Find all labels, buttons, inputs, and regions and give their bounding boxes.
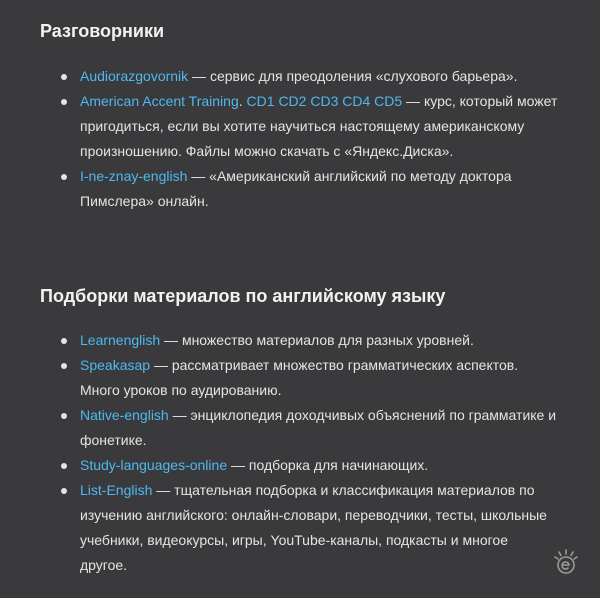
list-item xyxy=(58,453,558,478)
item-description: — тщательная подборка и классификация материалов по изучению английского: онлайн-словари, переводчики, тесты, школьные учебники, видеокурсы, игры, YouTube-каналы, подкасты и многое другое. xyxy=(80,482,547,573)
learnenglish-link[interactable]: Learnenglish xyxy=(80,332,161,348)
study-languages-online-link[interactable]: Study-languages-online xyxy=(80,457,228,473)
eye-logo-icon xyxy=(552,547,580,575)
audiorazgovornik-link[interactable]: Audiorazgovornik xyxy=(80,68,189,84)
item-description: — подборка для начинающих. xyxy=(227,457,429,473)
section-heading-phrasebooks: Разговорники xyxy=(40,21,165,41)
list-item xyxy=(58,89,558,164)
materials-list xyxy=(58,328,558,578)
cd5-link[interactable]: CD5 xyxy=(374,93,403,109)
cd1-link[interactable]: CD1 xyxy=(246,93,275,109)
list-english-link[interactable]: List-English xyxy=(80,482,153,498)
list-item xyxy=(58,328,558,353)
cd3-link[interactable]: CD3 xyxy=(310,93,339,109)
speakasap-link[interactable]: Speakasap xyxy=(80,357,151,373)
separator: . xyxy=(238,93,247,109)
i-ne-znay-english-link[interactable]: I-ne-znay-english xyxy=(80,168,188,184)
item-description: — курс, который может пригодиться, если вы хотите научиться настоящему американскому произношению. Файлы можно скачать с «Яндекс.Диска». xyxy=(80,93,558,159)
section-heading-materials: Подборки материалов по английскому языку xyxy=(40,286,446,306)
cd2-link[interactable]: CD2 xyxy=(278,93,307,109)
item-description: — рассматривает множество грамматических аспектов. Много уроков по аудированию. xyxy=(80,357,519,398)
list-item xyxy=(58,478,558,578)
cd4-link[interactable]: CD4 xyxy=(342,93,371,109)
item-description: — сервис для преодоления «слухового барьера». xyxy=(188,68,518,84)
list-item xyxy=(58,164,558,214)
list-item xyxy=(58,64,558,89)
list-item xyxy=(58,403,558,453)
american-accent-training-link[interactable]: American Accent Training xyxy=(80,93,239,109)
phrasebooks-list xyxy=(58,64,558,214)
list-item xyxy=(58,353,558,403)
item-description: — множество материалов для разных уровней. xyxy=(160,332,474,348)
item-description: — «Американский английский по методу доктора Пимслера» онлайн. xyxy=(80,168,512,209)
item-description: — энциклопедия доходчивых объяснений по грамматике и фонетике. xyxy=(80,407,557,448)
native-english-link[interactable]: Native-english xyxy=(80,407,169,423)
